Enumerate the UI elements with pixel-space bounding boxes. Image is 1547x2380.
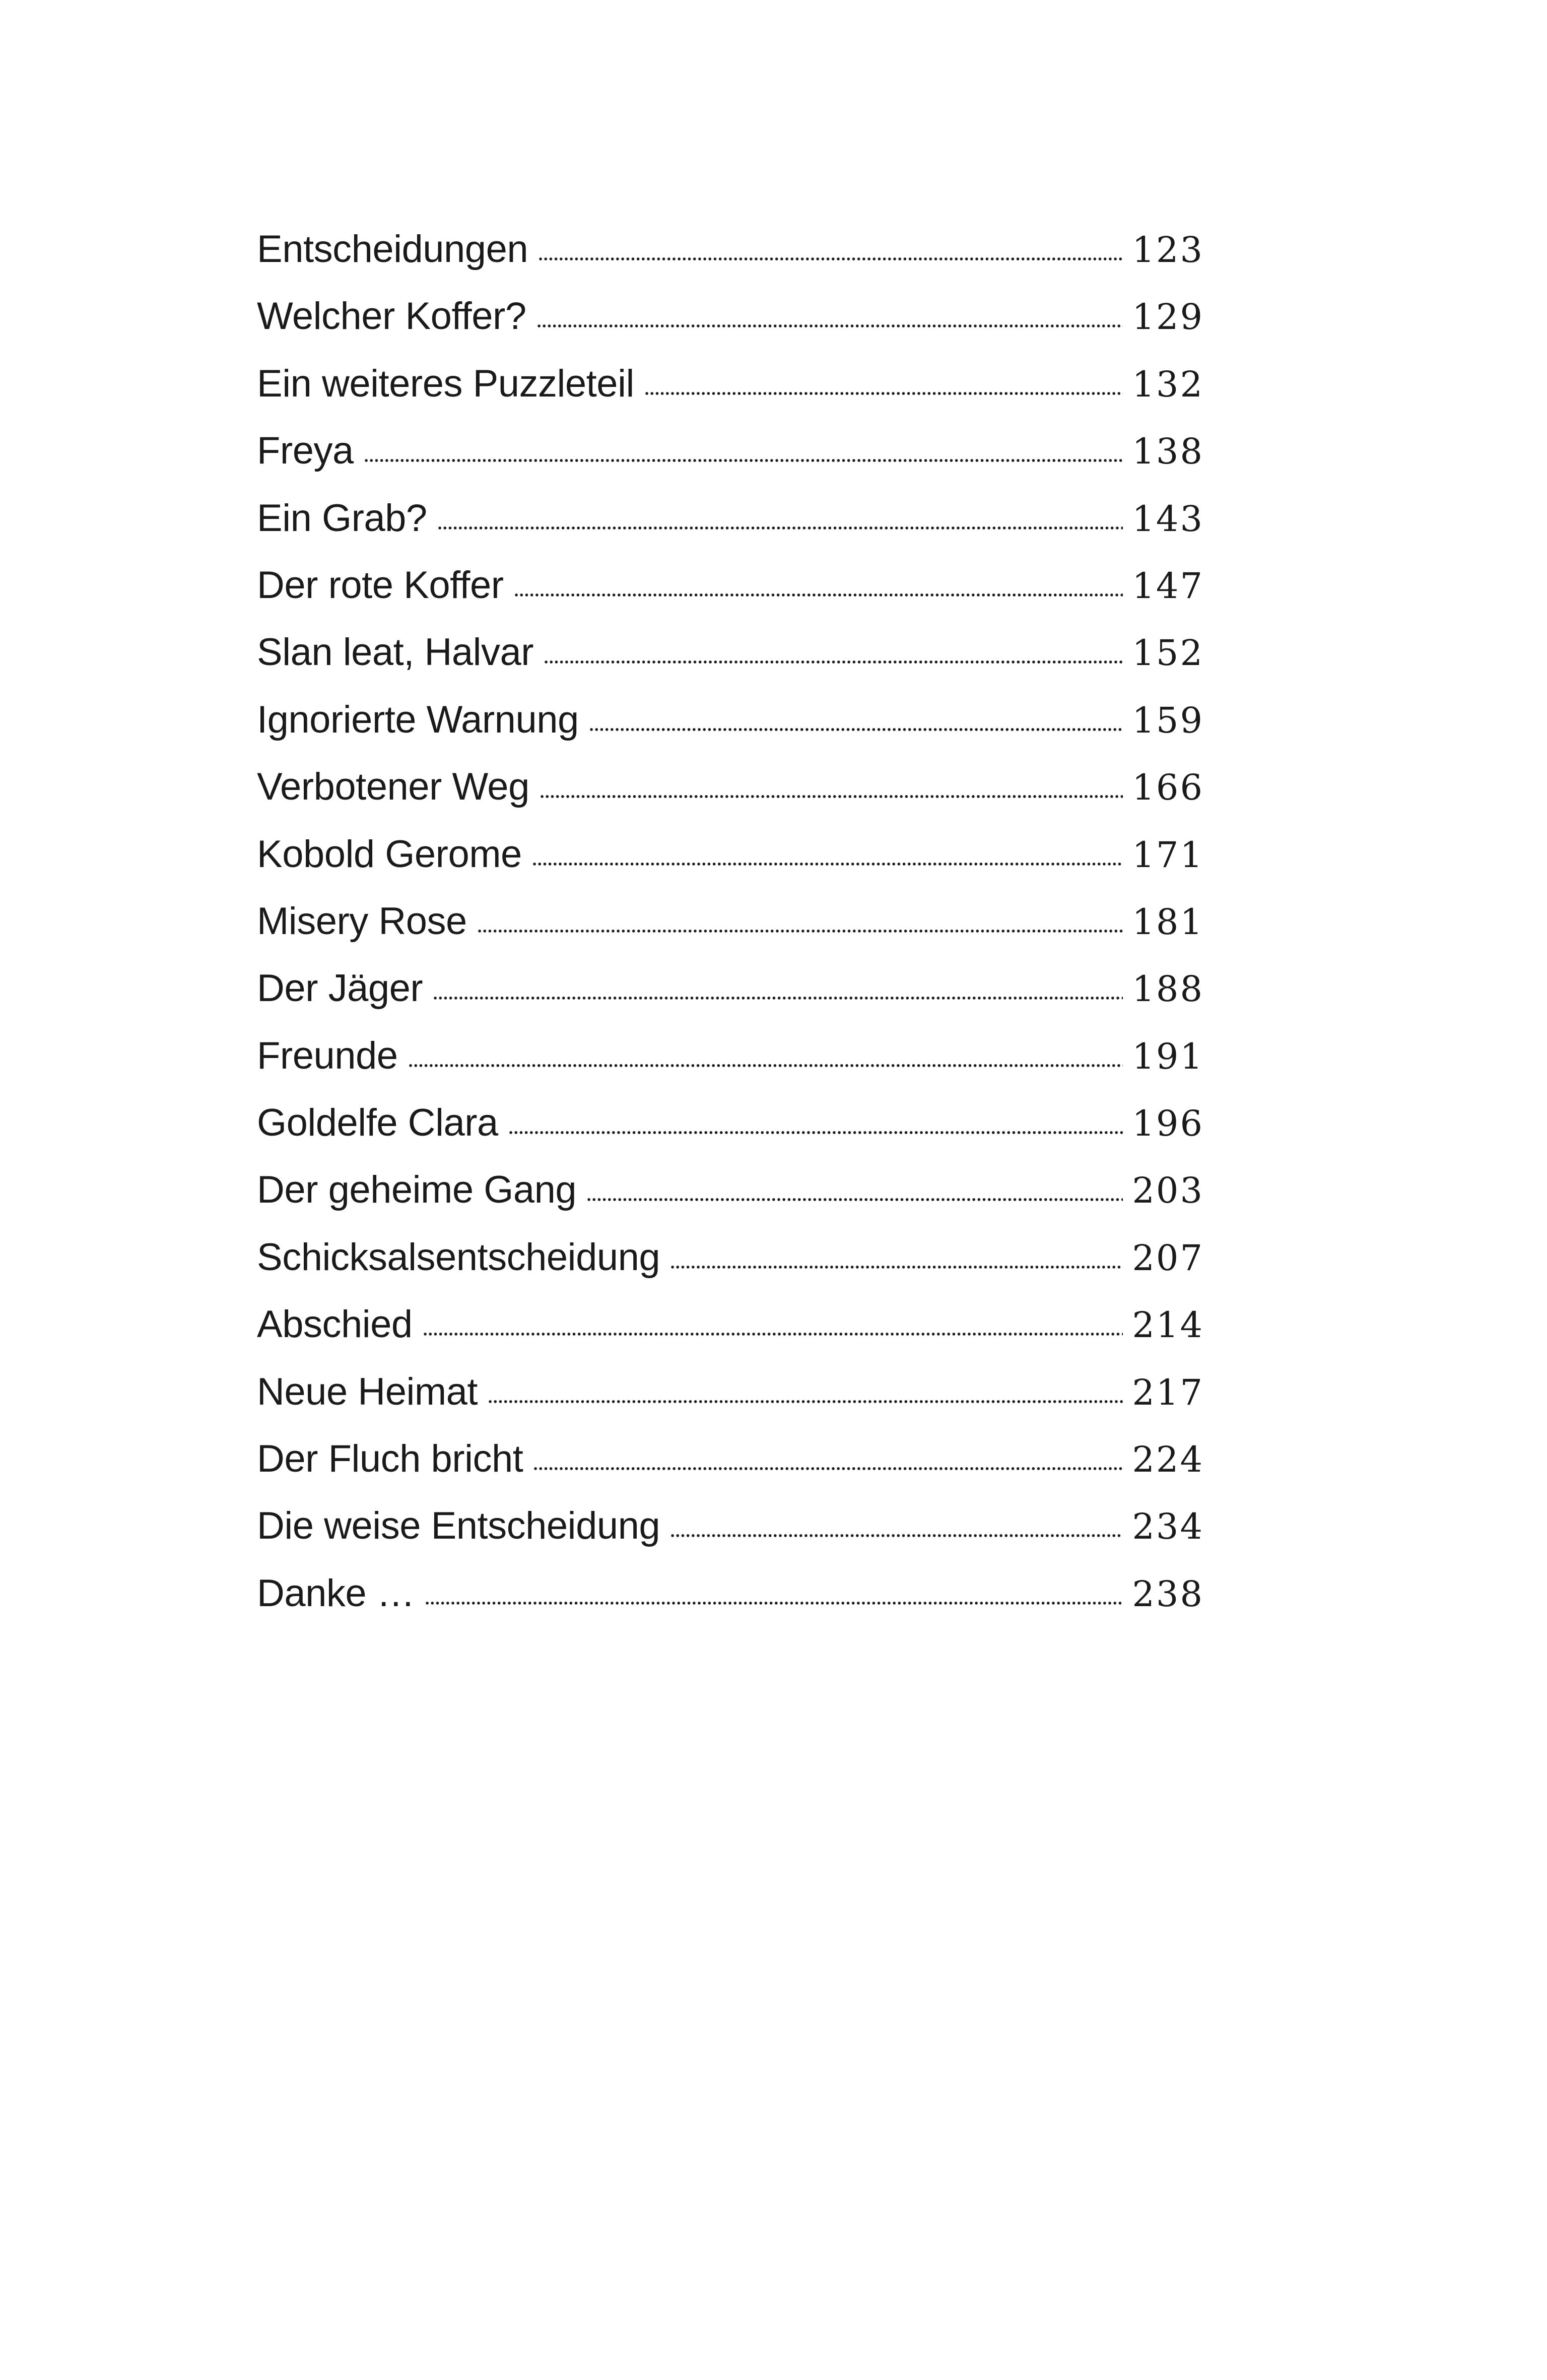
toc-entry-title: Entscheidungen <box>257 228 528 271</box>
toc-entry-page: 238 <box>1132 1573 1204 1615</box>
dot-leader <box>532 862 1123 866</box>
dot-leader <box>437 526 1123 530</box>
toc-entry-page: 159 <box>1132 699 1204 741</box>
dot-leader <box>589 728 1123 732</box>
toc-entry <box>257 1224 1204 1291</box>
dot-leader <box>408 1064 1123 1068</box>
toc-entry-page: 217 <box>1132 1371 1204 1413</box>
toc-entry-page: 196 <box>1132 1103 1204 1145</box>
toc-entry-title: Ein Grab? <box>257 496 427 540</box>
dot-leader <box>488 1400 1123 1404</box>
toc-entry <box>257 619 1204 686</box>
dot-leader <box>544 660 1123 664</box>
toc-entry <box>257 350 1204 417</box>
dot-leader <box>538 257 1123 261</box>
dot-leader <box>514 593 1123 597</box>
toc-entry <box>257 1492 1204 1559</box>
toc-entry <box>257 417 1204 484</box>
toc-entry-title: Schicksalsentscheidung <box>257 1235 660 1279</box>
dot-leader <box>536 324 1123 328</box>
toc-entry-title: Misery Rose <box>257 899 467 943</box>
dot-leader <box>477 929 1123 933</box>
dot-leader <box>433 996 1123 1000</box>
dot-leader <box>540 795 1123 799</box>
toc-entry <box>257 821 1204 888</box>
toc-entry <box>257 1156 1204 1223</box>
toc-entry-page: 224 <box>1132 1439 1204 1481</box>
toc-entry-title: Der Jäger <box>257 967 423 1010</box>
toc-entry-title: Welcher Koffer? <box>257 295 526 338</box>
dot-leader <box>533 1467 1123 1471</box>
dot-leader <box>425 1601 1123 1605</box>
toc-entry <box>257 955 1204 1022</box>
toc-entry-title: Der rote Koffer <box>257 563 504 607</box>
toc-entry <box>257 1560 1204 1627</box>
toc-entry-page: 123 <box>1132 229 1204 271</box>
toc-entry <box>257 1358 1204 1425</box>
toc-entry-page: 166 <box>1132 767 1204 809</box>
toc-entry <box>257 485 1204 552</box>
toc-entry-title: Slan leat, Halvar <box>257 631 534 674</box>
toc-entry-page: 143 <box>1132 498 1204 540</box>
toc-entry <box>257 216 1204 283</box>
dot-leader <box>586 1198 1123 1202</box>
toc-entry-page: 181 <box>1132 901 1204 943</box>
toc-entry <box>257 1022 1204 1089</box>
toc-entry <box>257 283 1204 350</box>
toc-entry-title: Verbotener Weg <box>257 765 529 809</box>
dot-leader <box>670 1265 1123 1269</box>
toc-entry-page: 152 <box>1132 632 1204 674</box>
toc-entry <box>257 1425 1204 1492</box>
toc-entry-page: 147 <box>1132 565 1204 607</box>
toc-entry-title: Freunde <box>257 1034 398 1077</box>
toc-entry-title: Ein weiteres Puzzleteil <box>257 362 634 405</box>
toc-entry-page: 191 <box>1132 1035 1204 1077</box>
toc-entry-page: 129 <box>1132 296 1204 338</box>
toc-entry-title: Abschied <box>257 1303 413 1346</box>
toc-entry-page: 214 <box>1132 1304 1204 1346</box>
toc-entry-title: Ignorierte Warnung <box>257 698 579 741</box>
toc-entry-title: Der geheime Gang <box>257 1168 577 1212</box>
toc-entry-title: Danke … <box>257 1571 415 1615</box>
toc-entry-page: 138 <box>1132 431 1204 473</box>
toc-entry-title: Die weise Entscheidung <box>257 1504 660 1548</box>
toc-entry <box>257 888 1204 955</box>
toc-entry-title: Der Fluch bricht <box>257 1437 523 1481</box>
toc-entry-title: Neue Heimat <box>257 1370 478 1413</box>
toc-entry-page: 171 <box>1132 834 1204 876</box>
toc-entry-title: Kobold Gerome <box>257 832 522 876</box>
toc-entry-page: 203 <box>1132 1170 1204 1212</box>
dot-leader <box>508 1131 1123 1135</box>
toc-entry-page: 207 <box>1132 1237 1204 1279</box>
toc-entry <box>257 1089 1204 1156</box>
dot-leader <box>423 1332 1123 1336</box>
toc-entry-page: 234 <box>1132 1506 1204 1548</box>
toc-entry-title: Goldelfe Clara <box>257 1101 498 1145</box>
toc-entry <box>257 1291 1204 1358</box>
dot-leader <box>670 1534 1123 1538</box>
toc-entry-title: Freya <box>257 429 354 473</box>
dot-leader <box>364 458 1123 462</box>
dot-leader <box>644 391 1123 395</box>
toc-entry <box>257 753 1204 820</box>
toc-entry <box>257 686 1204 753</box>
toc-entry-page: 132 <box>1132 363 1204 405</box>
toc-entry-page: 188 <box>1132 968 1204 1010</box>
toc-entry <box>257 552 1204 619</box>
table-of-contents <box>257 216 1204 1627</box>
